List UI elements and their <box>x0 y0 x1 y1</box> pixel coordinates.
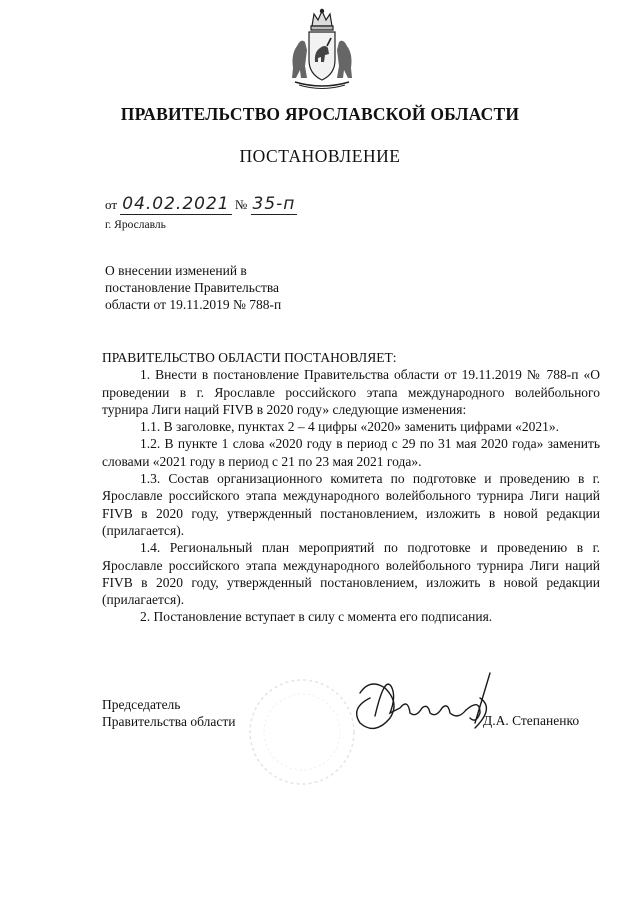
paragraph-1-1: 1.1. В заголовке, пунктах 2 – 4 цифры «2020» заменить цифрами «2021». <box>140 419 560 435</box>
handwritten-date: 04.02.2021 <box>122 194 230 214</box>
document-body <box>102 349 600 626</box>
subject-line: постановление Правительства <box>105 280 280 295</box>
paragraph-1-3: 1.3. Состав организационного комитета по подготовке и проведению в г. Ярославле российского этапа международного волейбольного турнира Лиги наций FIVB в 2020 году, утвержденный постановлением, изложить в новой редакции (прилагается). <box>102 471 600 538</box>
paragraph-1-2: 1.2. В пункте 1 слова «2020 году в период с 29 по 31 мая 2020 года» заменить словами «2021 году в период с 21 по 23 мая 2021 года». <box>102 436 600 469</box>
paragraph-2: 2. Постановление вступает в силу с момента его подписания. <box>140 609 493 625</box>
handwritten-signature-icon <box>330 668 505 743</box>
subject-line: О внесении изменений в <box>105 263 247 278</box>
number-prefix: № <box>234 197 248 212</box>
date-prefix: от <box>105 197 118 212</box>
paragraph-1: 1. Внести в постановление Правительства области от 19.11.2019 № 788-п «О проведении в г. Ярославле российского этапа международного волейбольного турнира Лиги наций FIVB в 2020 году» следующие изменения: <box>102 367 600 417</box>
document-type: ПОСТАНОВЛЕНИЕ <box>239 146 401 166</box>
org-title: ПРАВИТЕЛЬСТВО ЯРОСЛАВСКОЙ ОБЛАСТИ <box>120 104 520 124</box>
city: г. Ярославль <box>105 219 166 231</box>
signature-position <box>102 696 235 730</box>
handwritten-number: 35-п <box>252 194 296 214</box>
subject-line: области от 19.11.2019 № 788-п <box>105 297 282 312</box>
subject <box>105 262 325 313</box>
position-line: Председатель <box>102 697 181 712</box>
position-line: Правительства области <box>102 714 236 729</box>
date-number-line <box>105 194 297 216</box>
decree-heading: ПРАВИТЕЛЬСТВО ОБЛАСТИ ПОСТАНОВЛЯЕТ: <box>102 350 397 365</box>
yaroslavl-coat-of-arms-icon <box>287 8 357 90</box>
signer-name: Д.А. Степаненко <box>483 713 580 728</box>
paragraph-1-4: 1.4. Региональный план мероприятий по подготовке и проведению в г. Ярославле российского этапа международного волейбольного турнира Лиги наций FIVB в 2020 году, утвержденный постановлением, изложить в новой редакции (прилагается). <box>102 540 600 608</box>
